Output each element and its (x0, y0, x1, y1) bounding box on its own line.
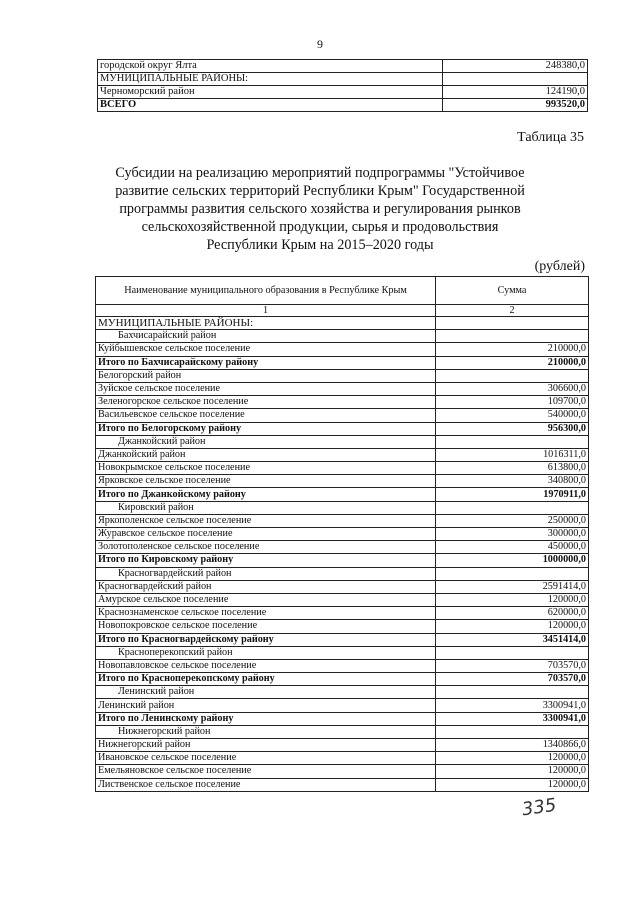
row-amount: 306600,0 (436, 382, 589, 395)
row-amount (436, 501, 589, 514)
table-caption: Таблица 35 (517, 130, 584, 145)
table-row (96, 567, 589, 580)
row-name: МУНИЦИПАЛЬНЫЕ РАЙОНЫ: (98, 73, 443, 86)
row-name: Новокрымское сельское поселение (96, 462, 436, 475)
table-row (96, 422, 589, 435)
row-amount: 210000,0 (436, 343, 589, 356)
row-amount: 620000,0 (436, 607, 589, 620)
table-row (96, 409, 589, 422)
row-name: Ленинский район (96, 686, 436, 699)
row-name: Амурское сельское поселение (96, 593, 436, 606)
row-amount: 3300941,0 (436, 712, 589, 725)
row-amount: 124190,0 (443, 86, 588, 99)
row-amount: 2591414,0 (436, 580, 589, 593)
column-number-2: 2 (436, 305, 589, 317)
row-amount: 3300941,0 (436, 699, 589, 712)
table-row (98, 73, 588, 86)
row-amount: 300000,0 (436, 528, 589, 541)
row-amount: 1340866,0 (436, 739, 589, 752)
table-row (96, 580, 589, 593)
row-amount (443, 73, 588, 86)
table-row (96, 488, 589, 501)
table-row (96, 607, 589, 620)
row-amount: 120000,0 (436, 752, 589, 765)
row-amount (436, 330, 589, 343)
table-row (98, 86, 588, 99)
row-amount: 540000,0 (436, 409, 589, 422)
table-row (96, 659, 589, 672)
row-name: Нижнегорский район (96, 739, 436, 752)
row-name: Журавское сельское поселение (96, 528, 436, 541)
row-amount (436, 725, 589, 738)
row-name: Новопавловское сельское поселение (96, 659, 436, 672)
row-name: ВСЕГО (98, 99, 443, 112)
row-amount (436, 646, 589, 659)
table-row (96, 554, 589, 567)
row-amount: 210000,0 (436, 356, 589, 369)
row-name: Итого по Джанкойскому району (96, 488, 436, 501)
table-row (96, 514, 589, 527)
document-title: Субсидии на реализацию мероприятий подпрограммы "Устойчивое развитие сельских территорий Республики Крым" Государственной программы развития сельского хозяйства и регулирования рынков сельскохозяйственной продукции, сырья и продовольствия Республики Крым на 2015–2020 годы (115, 165, 525, 253)
row-name: Итого по Бахчисарайскому району (96, 356, 436, 369)
row-amount: 450000,0 (436, 541, 589, 554)
row-name: Ленинский район (96, 699, 436, 712)
row-name: Джанкойский район (96, 448, 436, 461)
table-row (96, 462, 589, 475)
row-name: МУНИЦИПАЛЬНЫЕ РАЙОНЫ: (96, 317, 436, 330)
row-name: Золотополенское сельское поселение (96, 541, 436, 554)
table-row (96, 448, 589, 461)
table-row (96, 593, 589, 606)
table-row (96, 343, 589, 356)
table-row (96, 330, 589, 343)
row-name: Итого по Красноперекопскому району (96, 673, 436, 686)
column-number-1: 1 (96, 305, 436, 317)
row-amount: 956300,0 (436, 422, 589, 435)
row-name: Васильевское сельское поселение (96, 409, 436, 422)
table-header (96, 277, 589, 317)
row-amount (436, 317, 589, 330)
row-name: Красногвардейский район (96, 580, 436, 593)
row-name: Нижнегорский район (96, 725, 436, 738)
row-name: Кировский район (96, 501, 436, 514)
row-name: Итого по Ленинскому району (96, 712, 436, 725)
table-row (96, 620, 589, 633)
table-row (96, 501, 589, 514)
row-name: Новопокровское сельское поселение (96, 620, 436, 633)
row-amount: 1000000,0 (436, 554, 589, 567)
table-row (98, 99, 588, 112)
row-amount: 1970911,0 (436, 488, 589, 501)
row-name: Белогорский район (96, 369, 436, 382)
row-amount: 613800,0 (436, 462, 589, 475)
table-row (96, 699, 589, 712)
header-amount-column: Сумма (436, 277, 589, 305)
unit-label: (рублей) (534, 259, 585, 274)
row-amount: 120000,0 (436, 778, 589, 791)
row-name: Черноморский район (98, 86, 443, 99)
row-amount: 340800,0 (436, 475, 589, 488)
row-amount: 120000,0 (436, 593, 589, 606)
table-row (96, 725, 589, 738)
row-name: Ивановское сельское поселение (96, 752, 436, 765)
row-name: Джанкойский район (96, 435, 436, 448)
row-name: Зеленогорское сельское поселение (96, 396, 436, 409)
row-amount: 120000,0 (436, 765, 589, 778)
row-name: Лиственское сельское поселение (96, 778, 436, 791)
row-amount (436, 435, 589, 448)
row-name: Яркополенское сельское поселение (96, 514, 436, 527)
row-amount: 3451414,0 (436, 633, 589, 646)
row-amount (436, 686, 589, 699)
table-row (96, 382, 589, 395)
row-name: Ярковское сельское поселение (96, 475, 436, 488)
table-row (96, 528, 589, 541)
table-row (96, 356, 589, 369)
row-name: городской округ Ялта (98, 60, 443, 73)
row-amount: 703570,0 (436, 659, 589, 672)
handwritten-page-number: 335 (520, 794, 558, 821)
row-name: Красноперекопский район (96, 646, 436, 659)
table-row (96, 712, 589, 725)
row-name: Куйбышевское сельское поселение (96, 343, 436, 356)
table-row (96, 739, 589, 752)
row-name: Итого по Белогорскому району (96, 422, 436, 435)
row-name: Емельяновское сельское поселение (96, 765, 436, 778)
row-amount: 993520,0 (443, 99, 588, 112)
table-body (96, 317, 589, 792)
top-table (97, 59, 588, 112)
row-amount: 248380,0 (443, 60, 588, 73)
table-row (96, 778, 589, 791)
page-number: 9 (317, 37, 323, 51)
subsidy-table (95, 276, 589, 792)
table-row (96, 752, 589, 765)
table-row (96, 369, 589, 382)
table-row (96, 317, 589, 330)
row-name: Краснознаменское сельское поселение (96, 607, 436, 620)
row-amount (436, 567, 589, 580)
table-row (96, 475, 589, 488)
row-amount (436, 369, 589, 382)
row-name: Итого по Кировскому району (96, 554, 436, 567)
row-amount: 703570,0 (436, 673, 589, 686)
row-amount: 1016311,0 (436, 448, 589, 461)
table-row (96, 541, 589, 554)
table-row (96, 646, 589, 659)
row-name: Итого по Красногвардейскому району (96, 633, 436, 646)
table-row (96, 396, 589, 409)
row-amount: 120000,0 (436, 620, 589, 633)
table-row (96, 633, 589, 646)
top-table-body (98, 60, 588, 112)
row-amount: 250000,0 (436, 514, 589, 527)
row-name: Бахчисарайский район (96, 330, 436, 343)
table-row (96, 673, 589, 686)
table-row (96, 686, 589, 699)
row-name: Зуйское сельское поселение (96, 382, 436, 395)
table-row (98, 60, 588, 73)
table-row (96, 765, 589, 778)
table-row (96, 435, 589, 448)
row-name: Красногвардейский район (96, 567, 436, 580)
row-amount: 109700,0 (436, 396, 589, 409)
header-name-column: Наименование муниципального образования в Республике Крым (96, 277, 436, 305)
